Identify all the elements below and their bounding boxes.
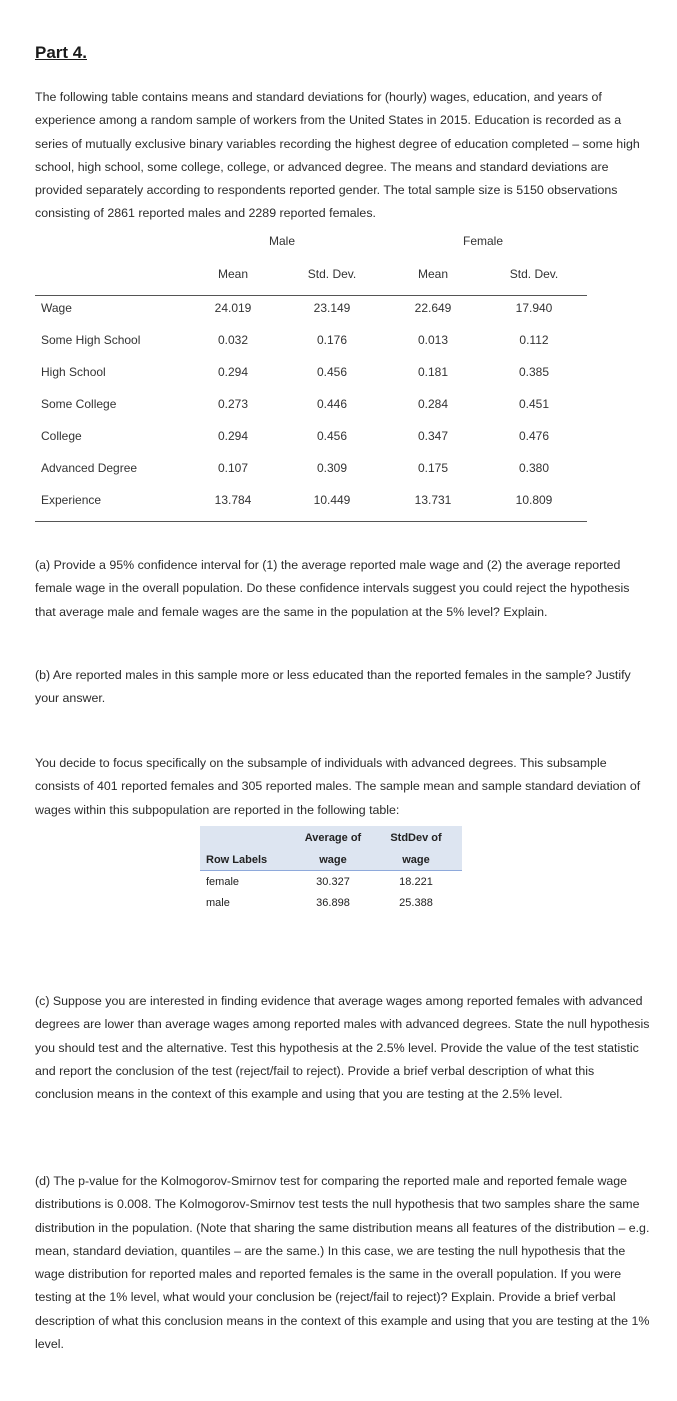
table-cell: 0.112 bbox=[519, 333, 549, 347]
table-cell: 0.309 bbox=[316, 461, 348, 475]
table-cell: 0.347 bbox=[417, 429, 449, 443]
table-top-rule bbox=[35, 295, 587, 296]
row-label-college: College bbox=[41, 429, 82, 443]
pivot-header-stddev-line2: wage bbox=[402, 854, 430, 866]
row-label-experience: Experience bbox=[41, 493, 102, 507]
pivot-row-label-female: female bbox=[206, 876, 240, 888]
pivot-cell: 36.898 bbox=[316, 897, 350, 909]
table-cell: 0.181 bbox=[417, 365, 449, 379]
table-cell: 0.013 bbox=[417, 333, 449, 347]
pivot-row-label-male: male bbox=[206, 897, 230, 909]
table-cell: 0.380 bbox=[518, 461, 550, 475]
pivot-header-rule bbox=[200, 870, 462, 871]
column-header-female-sd: Std. Dev. bbox=[509, 267, 559, 281]
table-cell: 0.176 bbox=[316, 333, 348, 347]
question-c: (c) Suppose you are interested in finding evidence that average wages among reported females with advanced degrees are lower than average wages among reported males with advanced degrees. State the null hypothesis you should test and the alternative. Test this hypothesis at the 2.5% level. Provide the value of the test statistic and report the conclusion of the test (reject/fail to reject). Provide a brief verbal description of what this conclusion means in the context of this example and using that you are testing at the 2.5% level. bbox=[35, 994, 650, 1102]
section-heading: Part 4. bbox=[35, 43, 87, 62]
pivot-cell: 30.327 bbox=[316, 876, 350, 888]
subsample-paragraph: You decide to focus specifically on the subsample of individuals with advanced degrees. This subsample consists of 401 reported females and 305 reported males. The sample mean and sample standard deviation of wages within this subpopulation are reported in the following table: bbox=[35, 756, 641, 817]
column-header-male-mean: Mean bbox=[217, 267, 249, 281]
table-cell: 0.294 bbox=[217, 429, 249, 443]
pivot-header-average-line1: Average of bbox=[304, 832, 362, 844]
summary-statistics-table bbox=[35, 232, 587, 532]
table-bottom-rule bbox=[35, 521, 587, 522]
pivot-cell: 25.388 bbox=[399, 897, 433, 909]
question-d: (d) The p-value for the Kolmogorov-Smirnov test for comparing the reported male and reported female wage distributions is 0.008. The Kolmogorov-Smirnov test tests the null hypothesis that two samples share the same distribution in the population. (Note that sharing the same distribution means all features of the distribution – e.g. mean, standard deviation, quantiles – are the same.) In this case, we are testing the null hypothesis that the wage distribution for reported males and reported females is the same in the overall population. If you were testing at the 1% level, what would your conclusion be (reject/fail to reject)? Explain. Provide a brief verbal description of what this conclusion means in the context of this example and using that you are testing at the 1% level. bbox=[35, 1174, 650, 1352]
table-cell: 0.385 bbox=[518, 365, 550, 379]
table-cell: 22.649 bbox=[414, 301, 452, 315]
table-cell: 0.456 bbox=[316, 429, 348, 443]
table-cell: 13.731 bbox=[414, 493, 452, 507]
pivot-header-row-labels: Row Labels bbox=[206, 854, 268, 866]
row-label-some-high-school: Some High School bbox=[41, 333, 141, 347]
row-label-some-college: Some College bbox=[41, 397, 117, 411]
question-b: (b) Are reported males in this sample more or less educated than the reported females in the sample? Justify your answer. bbox=[35, 668, 631, 706]
table-cell: 0.294 bbox=[217, 365, 249, 379]
pivot-header-average-line2: wage bbox=[319, 854, 347, 866]
table-cell: 24.019 bbox=[214, 301, 252, 315]
table-cell: 10.449 bbox=[313, 493, 351, 507]
intro-paragraph: The following table contains means and standard deviations for (hourly) wages, education, and years of experience among a random sample of workers from the United States in 2015. Education is recorded as a series of mutually exclusive binary variables recording the highest degree of education completed – some high school, high school, some college, college, or advanced degree. The means and standard deviations are provided separately according to respondents reported gender. The total sample size is 5150 observations consisting of 2861 reported males and 2289 reported females. bbox=[35, 90, 640, 221]
column-header-female-mean: Mean bbox=[417, 267, 449, 281]
table-cell: 0.284 bbox=[417, 397, 449, 411]
table-cell: 23.149 bbox=[313, 301, 351, 315]
group-header-female: Female bbox=[463, 234, 504, 248]
table-cell: 17.940 bbox=[515, 301, 553, 315]
table-cell: 0.107 bbox=[217, 461, 249, 475]
pivot-header-stddev-line1: StdDev of bbox=[390, 832, 442, 844]
table-cell: 0.451 bbox=[518, 397, 550, 411]
column-header-male-sd: Std. Dev. bbox=[307, 267, 357, 281]
table-cell: 0.446 bbox=[316, 397, 348, 411]
pivot-cell: 18.221 bbox=[399, 876, 433, 888]
pivot-table bbox=[200, 826, 462, 916]
question-a: (a) Provide a 95% confidence interval for (1) the average reported male wage and (2) the average reported female wage in the overall population. Do these confidence intervals suggest you could reject the hypothesis that average male and female wages are the same in the population at the 5% level? Explain. bbox=[35, 558, 630, 619]
row-label-wage: Wage bbox=[41, 301, 72, 315]
table-cell: 13.784 bbox=[214, 493, 252, 507]
table-cell: 0.032 bbox=[217, 333, 249, 347]
table-cell: 0.456 bbox=[316, 365, 348, 379]
row-label-advanced-degree: Advanced Degree bbox=[41, 461, 138, 475]
group-header-male: Male bbox=[269, 234, 296, 248]
table-cell: 0.175 bbox=[417, 461, 449, 475]
table-cell: 10.809 bbox=[515, 493, 553, 507]
row-label-high-school: High School bbox=[41, 365, 106, 379]
table-cell: 0.273 bbox=[217, 397, 249, 411]
table-cell: 0.476 bbox=[518, 429, 550, 443]
